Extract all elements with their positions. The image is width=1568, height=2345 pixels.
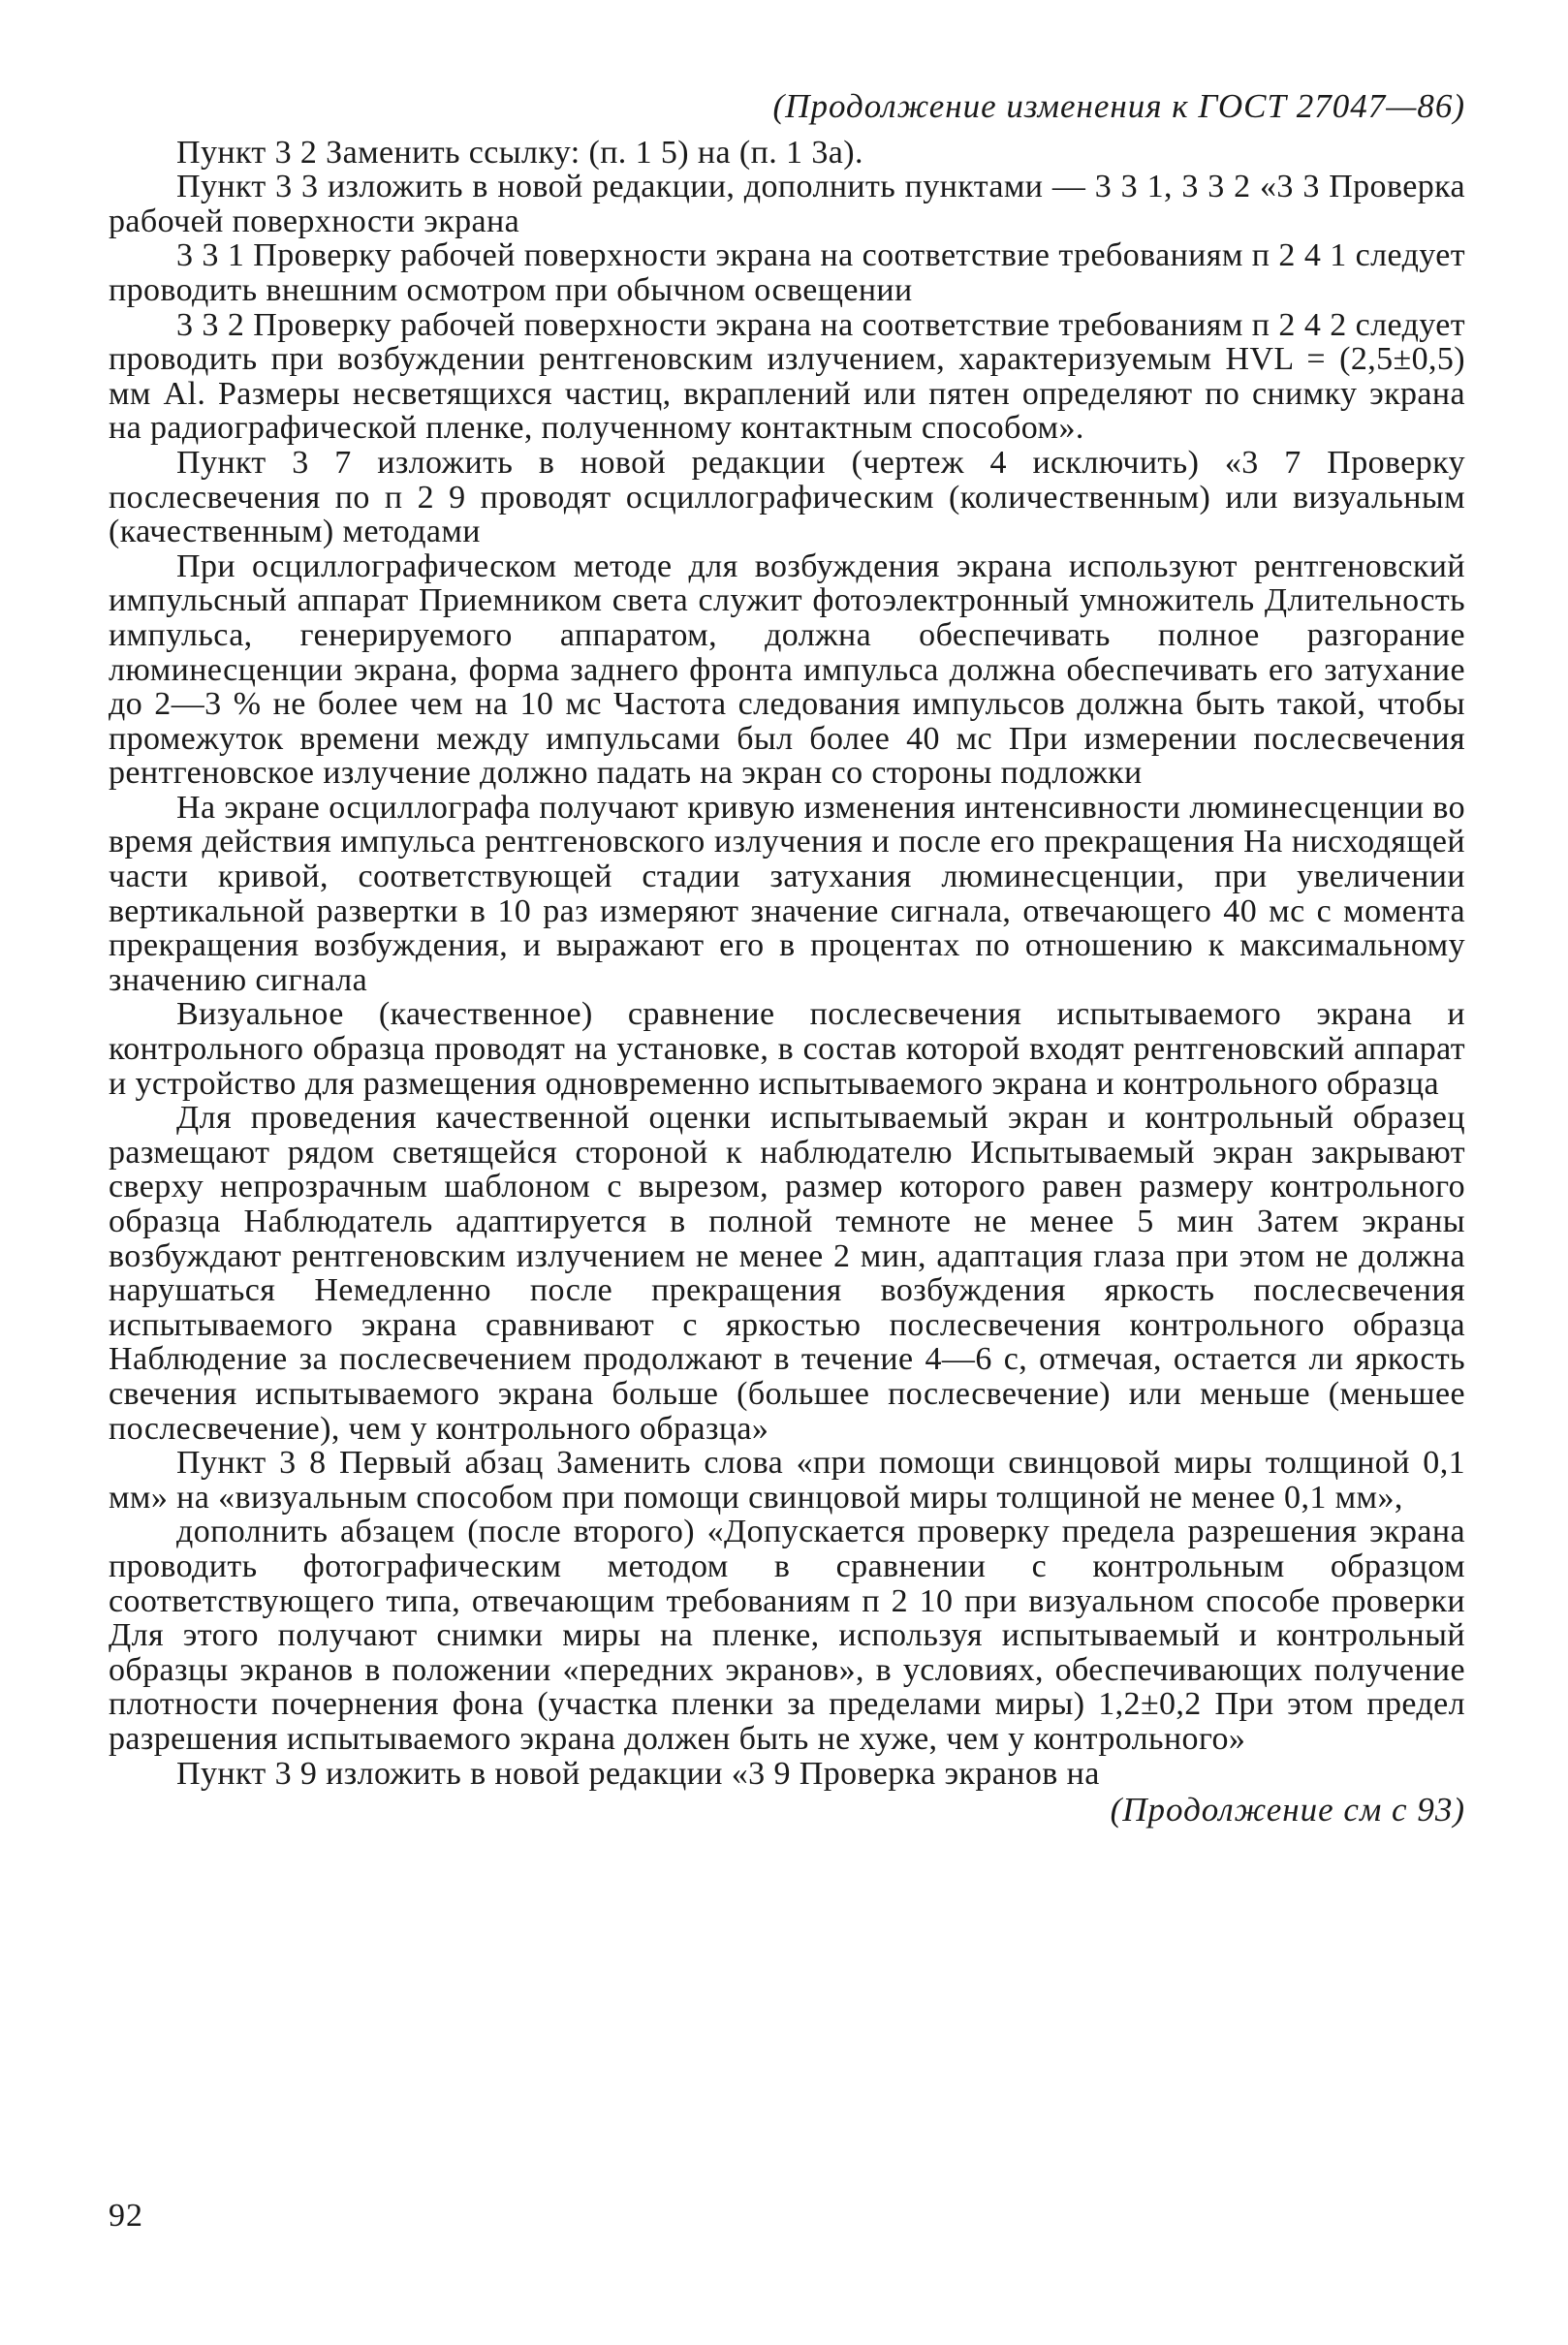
paragraph-2: Пункт 3 3 изложить в новой редакции, дополнить пунктами — 3 3 1, 3 3 2 «3 3 Проверка рабочей поверхности экрана — [109, 169, 1465, 239]
paragraph-5: Пункт 3 7 изложить в новой редакции (чертеж 4 исключить) «3 7 Проверку послесвечения по п 2 9 проводят осциллографическим (количественным) или визуальным (качественным) методами — [109, 444, 1465, 550]
paragraph-8: Визуальное (качественное) сравнение послесвечения испытываемого экрана и контрольного образца проводят на установке, в состав которой входят рентгеновский аппарат и устройство для размещения одновременно испытываемого экрана и контрольного образца — [109, 996, 1465, 1102]
paragraph-12: Пункт 3 9 изложить в новой редакции «3 9 Проверка экранов на — [176, 1755, 1100, 1792]
document-page — [109, 89, 1465, 1828]
continuation-note: (Продолжение см с 93) — [1110, 1791, 1465, 1829]
page-number: 92 — [109, 2198, 143, 2234]
paragraph-7: На экране осциллографа получают кривую изменения интенсивности люминесценции во время действия импульса рентгеновского излучения и после его прекращения На нисходящей части кривой, соответствующей стадии затухания люминесценции, при увеличении вертикальной развертки в 10 раз измеряют значение сигнала, отвечающего 40 мс с момента прекращения возбуждения, и выражают его в процентах по отношению к максимальному значению сигнала — [109, 789, 1465, 998]
page-header: (Продолжение изменения к ГОСТ 27047—86) — [772, 87, 1465, 125]
paragraph-1: Пункт 3 2 Заменить ссылку: (п. 1 5) на (п. 1 3а). — [176, 134, 863, 171]
paragraph-4: 3 3 2 Проверку рабочей поверхности экрана на соответствие требованиям п 2 4 2 следует проводить при возбуждении рентгеновским излучением, характеризуемым HVL = (2,5±0,5) мм Al. Размеры несветящихся частиц, вкраплений или пятен определяют по снимку экрана на радиографической пленке, полученному контактным способом». — [109, 306, 1465, 447]
paragraph-11: дополнить абзацем (после второго) «Допускается проверку предела разрешения экрана проводить фотографическим методом в сравнении с контрольным образцом соответствующего типа, отвечающим требованиям п 2 10 при визуальном способе проверки Для этого получают снимки миры на пленке, используя испытываемый и контрольный образцы экранов в положении «передних экранов», в условиях, обеспечивающих получение плотности почернения фона (участка пленки за пределами миры) 1,2±0,2 При этом предел разрешения испытываемого экрана должен быть не хуже, чем у контрольного» — [109, 1514, 1465, 1757]
paragraph-3: 3 3 1 Проверку рабочей поверхности экрана на соответствие требованиям п 2 4 1 следует проводить внешним осмотром при обычном освещении — [109, 237, 1465, 308]
paragraph-9: Для проведения качественной оценки испытываемый экран и контрольный образец размещают рядом светящейся стороной к наблюдателю Испытываемый экран закрывают сверху непрозрачным шаблоном с вырезом, размер которого равен размеру контрольного образца Наблюдатель адаптируется в полной темноте не менее 5 мин Затем экраны возбуждают рентгеновским излучением не менее 2 мин, адаптация глаза при этом не должна нарушаться Немедленно после прекращения возбуждения яркость послесвечения испытываемого экрана сравнивают с яркостью послесвечения контрольного образца Наблюдение за послесвечением продолжают в течение 4—6 с, отмечая, остается ли яркость свечения испытываемого экрана больше (большее послесвечение) или меньше (меньшее послесвечение), чем у контрольного образца» — [109, 1100, 1465, 1447]
paragraph-10: Пункт 3 8 Первый абзац Заменить слова «при помощи свинцовой миры толщиной 0,1 мм» на «визуальным способом при помощи свинцовой миры толщиной не менее 0,1 мм», — [109, 1445, 1465, 1516]
paragraph-6: При осциллографическом методе для возбуждения экрана используют рентгеновский импульсный аппарат Приемником света служит фотоэлектронный умножитель Длительность импульса, генерируемого аппаратом, должна обеспечивать полное разгорание люминесценции экрана, форма заднего фронта импульса должна обеспечивать его затухание до 2—3 % не более чем на 10 мс Частота следования импульсов должна быть такой, чтобы промежуток времени между импульсами был более 40 мс При измерении послесвечения рентгеновское излучение должно падать на экран со стороны подложки — [109, 547, 1465, 792]
